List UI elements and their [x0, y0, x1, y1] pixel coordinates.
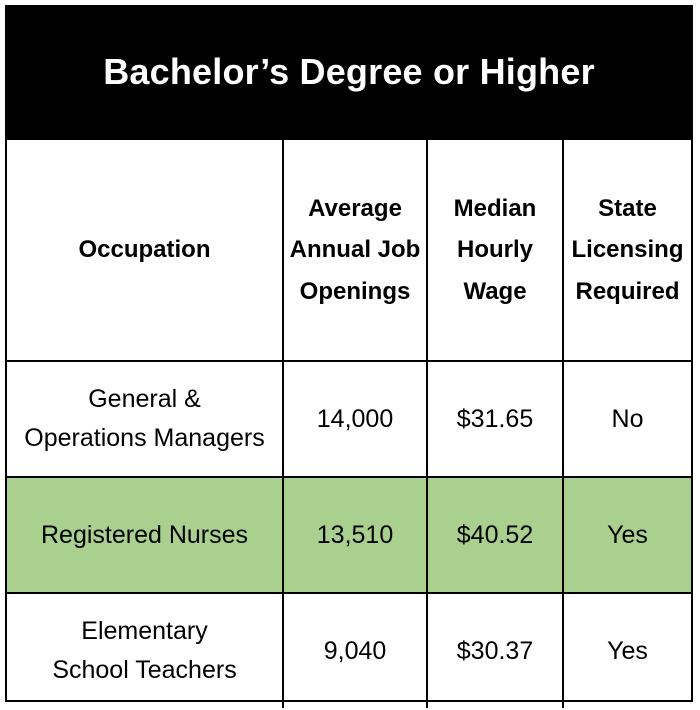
licensing-cell: No	[563, 361, 691, 477]
occupation-line: Elementary	[81, 617, 208, 646]
header-line: Licensing	[571, 236, 684, 264]
header-line: Hourly	[456, 236, 533, 264]
header-line: Median	[453, 195, 537, 223]
header-line: State	[598, 195, 657, 223]
occupation-line: General &	[88, 385, 201, 414]
wage-cell: $31.65	[427, 361, 563, 477]
occupation-cell	[7, 361, 283, 477]
wage-cell: $40.52	[427, 477, 563, 593]
occupation-line: Registered Nurses	[40, 520, 249, 549]
table-row-highlighted	[7, 477, 691, 593]
openings-cell: 9,040	[283, 593, 427, 708]
occupation-line: School Teachers	[52, 656, 237, 684]
wage-cell: $30.37	[427, 593, 563, 708]
table-row	[7, 361, 691, 477]
header-median-hourly-wage	[427, 140, 563, 361]
table-title: Bachelor’s Degree or Higher	[103, 50, 595, 92]
licensing-cell: Yes	[563, 477, 691, 593]
openings-cell: 13,510	[283, 477, 427, 593]
header-line: Required	[575, 277, 680, 305]
openings-cell: 14,000	[283, 361, 427, 477]
table-row	[7, 593, 691, 708]
occupation-cell	[7, 593, 283, 708]
header-state-licensing-required	[563, 140, 691, 361]
occupation-table-card	[5, 5, 693, 702]
header-line: Openings	[299, 277, 411, 305]
table-title-bar	[7, 7, 691, 140]
occupation-line: Operations Managers	[24, 424, 265, 452]
header-line: Annual Job	[289, 236, 421, 264]
header-line: Wage	[463, 277, 527, 305]
occupation-table	[7, 140, 691, 708]
header-occupation	[7, 140, 283, 361]
header-average-annual-job-openings	[283, 140, 427, 361]
header-row	[7, 140, 691, 361]
licensing-cell: Yes	[563, 593, 691, 708]
occupation-cell	[7, 477, 283, 593]
header-line: Occupation	[78, 236, 211, 264]
header-line: Average	[308, 195, 402, 223]
